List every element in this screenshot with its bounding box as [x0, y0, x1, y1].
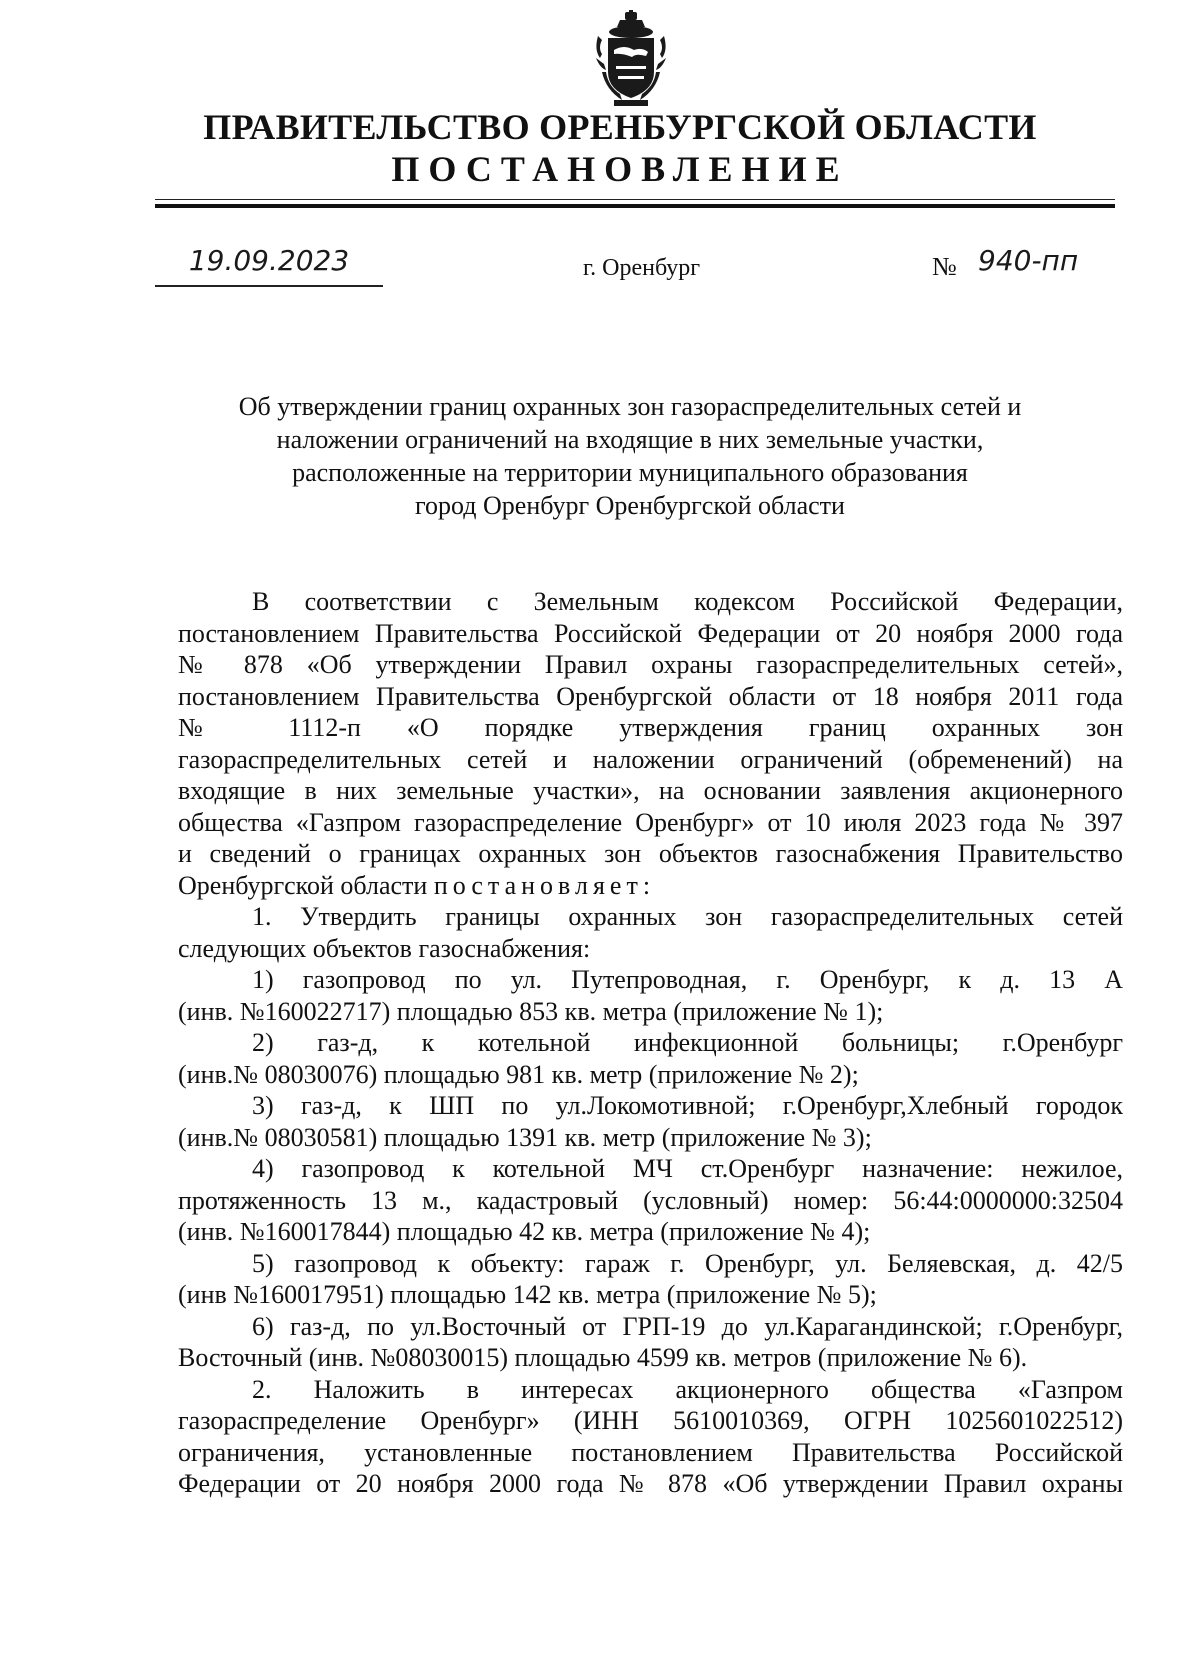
sub-item-line: (инв. №160022717) площадью 853 кв. метра (приложение № 1);: [178, 996, 884, 1026]
body-line: № 878 «Об утверждении Правил охраны газораспределительных сетей»,: [178, 650, 1123, 679]
body-line: № 1112-п «О порядке утверждения границ охранных зон: [178, 713, 1123, 742]
item-line: 1. Утвердить границы охранных зон газораспределительных сетей: [252, 902, 1123, 931]
item-line: Федерации от 20 ноября 2000 года № 878 «Об утверждении Правил охраны: [178, 1469, 1123, 1498]
sub-item-line: (инв.№ 08030581) площадью 1391 кв. метр (приложение № 3);: [178, 1122, 872, 1152]
title-line: Об утверждении границ охранных зон газораспределительных сетей и: [238, 392, 1022, 421]
body-line: В соответствии с Земельным кодексом Российской Федерации,: [252, 587, 1123, 616]
preamble-end: Оренбургской области: [178, 870, 428, 900]
body-line: постановлением Правительства Российской Федерации от 20 ноября 2000 года: [178, 618, 1123, 648]
document-body: [178, 586, 1123, 1500]
header-rule-thin: [155, 199, 1115, 200]
document-title: [180, 390, 1080, 522]
resolves-word: постановляет:: [433, 870, 656, 900]
number-label: №: [932, 252, 957, 281]
date-underline: [155, 285, 383, 287]
body-line: газораспределительных сетей и наложении ограничений (обременений) на: [178, 744, 1123, 774]
document-date: 19.09.2023: [188, 244, 350, 277]
sub-item-line: 1) газопровод по ул. Путепроводная, г. Оренбург, к д. 13 А: [252, 965, 1123, 994]
sub-item-line: 4) газопровод к котельной МЧ ст.Оренбург назначение: нежилое,: [252, 1154, 1123, 1183]
sub-item-line: 6) газ-д, по ул.Восточный от ГРП-19 до ул.Карагандинской; г.Оренбург,: [252, 1311, 1123, 1341]
body-line: и сведений о границах охранных зон объектов газоснабжения Правительство: [178, 839, 1123, 868]
sub-item-line: протяженность 13 м., кадастровый (условный) номер: 56:44:0000000:32504: [178, 1185, 1123, 1215]
sub-item-line: 5) газопровод к объекту: гараж г. Оренбург, ул. Беляевская, д. 42/5: [252, 1248, 1123, 1278]
title-line: расположенные на территории муниципального образования: [292, 458, 968, 487]
body-line: входящие в них земельные участки», на основании заявления акционерного: [178, 776, 1123, 805]
sub-item-line: (инв. №160017844) площадью 42 кв. метра (приложение № 4);: [178, 1217, 871, 1246]
sub-item-line: (инв.№ 08030076) площадью 981 кв. метр (приложение № 2);: [178, 1059, 859, 1089]
item-line: газораспределение Оренбург» (ИНН 5610010369, ОГРН 1025601022512): [178, 1406, 1123, 1435]
government-name: ПРАВИТЕЛЬСТВО ОРЕНБУРГСКОЙ ОБЛАСТИ: [203, 107, 1037, 147]
sub-item-line: 2) газ-д, к котельной инфекционной больницы; г.Оренбург: [252, 1028, 1123, 1057]
header-rule-thick: [155, 204, 1115, 208]
coat-of-arms-emblem: [592, 10, 670, 110]
title-line: город Оренбург Оренбургской области: [415, 491, 845, 520]
body-line: общества «Газпром газораспределение Оренбург» от 10 июля 2023 года № 397: [178, 807, 1123, 837]
body-line: [178, 870, 1123, 902]
sub-item-line: (инв №160017951) площадью 142 кв. метра (приложение № 5);: [178, 1280, 877, 1309]
document-number: 940-пп: [978, 244, 1079, 277]
sub-item-line: 3) газ-д, к ШП по ул.Локомотивной; г.Оренбург,Хлебный городок: [252, 1091, 1123, 1120]
item-line: следующих объектов газоснабжения:: [178, 933, 591, 963]
sub-item-line: Восточный (инв. №08030015) площадью 4599 кв. метров (приложение № 6).: [178, 1343, 1028, 1372]
document-type: ПОСТАНОВЛЕНИЕ: [391, 149, 849, 189]
item-line: 2. Наложить в интересах акционерного общества «Газпром: [252, 1374, 1123, 1404]
document-city: г. Оренбург: [583, 255, 701, 281]
body-line: постановлением Правительства Оренбургской области от 18 ноября 2011 года: [178, 681, 1123, 711]
title-line: наложении ограничений на входящие в них земельные участки,: [276, 425, 984, 454]
item-line: ограничения, установленные постановлением Правительства Российской: [178, 1437, 1123, 1467]
